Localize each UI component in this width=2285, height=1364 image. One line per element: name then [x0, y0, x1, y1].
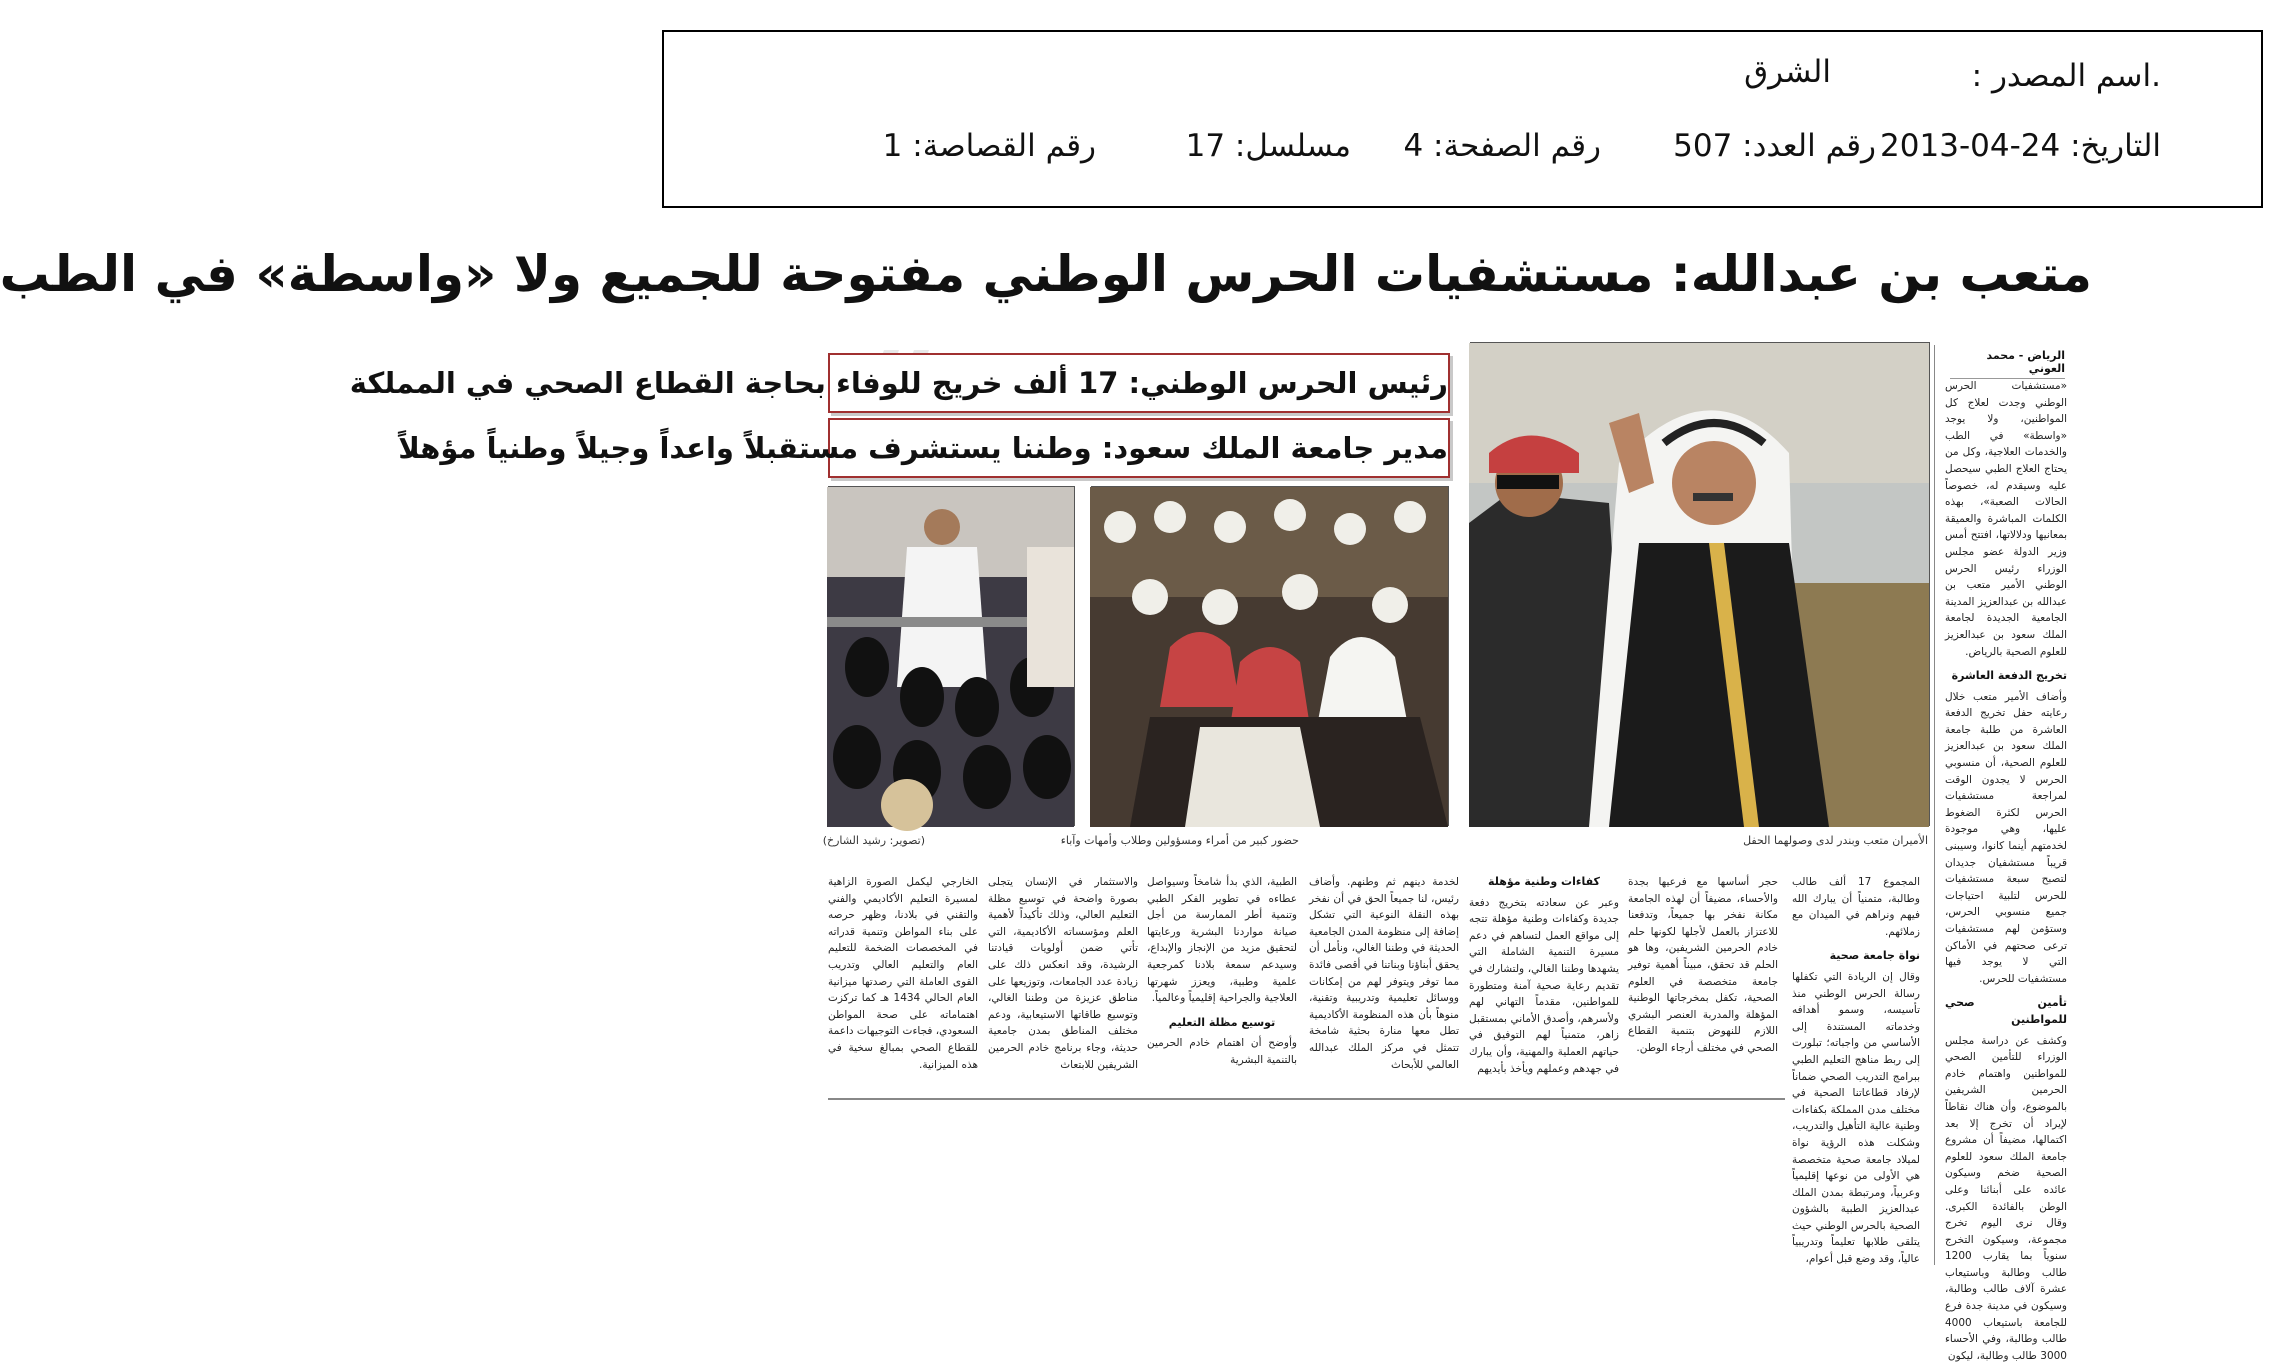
page-number-label: رقم الصفحة: 4	[1403, 128, 1601, 164]
date-label: التاريخ: 24-04-2013	[1880, 128, 2161, 164]
column-8	[828, 874, 978, 1089]
column-6-body: الطبية، الذي بدأ شامخاً وسيواصل عطاءه في تطوير الفكر الطبي وتنمية أطر الممارسة من أجل صيانة مواردنا البشرية ورعايتها لتحقيق مزيد من الإنجاز والإبداع، وسيدعم سمعة بلادنا كمرجعية علمية وطبية، ويعزز شهرتها العلاجية والجراحية إقليمياً وعالمياً.	[1147, 876, 1297, 1005]
column-2-body: المجموع 17 ألف طالب وطالبة، متمنياً أن يبارك الله فيهم ونراهم في الميدان مع زملائهم.	[1792, 876, 1920, 938]
clip-number-label: رقم القصاصة: 1	[882, 128, 1096, 164]
column-3	[1628, 874, 1778, 1089]
column-2-body-2: وقال إن الريادة التي تكفلها رسالة الحرس الوطني منذ تأسيسه، وسمو أهدافه وخدماته المستندة إلى الأساسي من واجباته؛ تبلورت إلى ربط مناهج التعليم الطبي ببرامج التدريب الصحي ضماناً لإرفاد قطاعاتنا الصحية في مختلف مدن المملكة بكفاءات وطنية عالية التأهيل والتدريب، وشكلت هذه الرؤية نواة لميلاد جامعة صحية متخصصة هي الأولى من نوعها إقليمياً وعربياً، ومرتبطة بمدن الملك عبدالعزيز الطبية بالشؤون الصحية بالحرس الوطني حيث يتلقى طلابها تعليماً وتدريبياً عالياً، وقد وضع قبل أعوام،	[1792, 970, 1920, 1266]
subhead-box-1	[349, 353, 1450, 413]
subheading-graduation: تخريج الدفعة العاشرة	[1951, 669, 2067, 683]
column-6	[1147, 874, 1297, 1089]
article-headline: متعب بن عبدالله: مستشفيات الحرس الوطني مفتوحة للجميع ولا «واسطة» في الطب	[0, 245, 2092, 303]
byline: الرياض - محمد العوني	[1950, 349, 2065, 379]
bottom-rule	[828, 1098, 1785, 1100]
column-4	[1469, 874, 1619, 1089]
serial-label: مسلسل: 17	[1185, 128, 1351, 164]
subheading-health-university: نواة جامعة صحية	[1829, 949, 1920, 963]
column-5	[1309, 874, 1459, 1089]
caption-audience-photo: حضور كبير من أمراء ومسؤولين وطلاب وأمهات وآباء	[1060, 834, 1299, 847]
issue-label: رقم العدد: 507	[1673, 128, 1876, 164]
subhead-box-2	[398, 418, 1450, 478]
caption-photo-credit: (تصوير: رشيد الشارخ)	[822, 834, 925, 847]
column-7-body: والاستثمار في الإنسان يتجلى بصورة واضحة في توسيع مظلة التعليم العالي، وذلك تأكيداً لأهمية العلم ومؤسساته الأكاديمية، التي تأتي ضمن أولويات قيادتنا الرشيدة، وقد انعكس ذلك على زيادة عدد الجامعات، وتوزيعها على مناطق عزيزة من وطننا الغالي، وتوسيع طاقاتها الاستيعابية، ودعم مختلف المناطق بمدن جامعية حديثة، وجاء برنامج خادم الحرمين الشريفين للابتعاث	[988, 876, 1138, 1071]
column-1	[1945, 378, 2067, 1362]
column-3-body: حجر أساسها مع فرعيها بجدة والأحساء، مضيفاً أن لهذه الجامعة مكانة نفخر بها جميعاً، وتدفعنا للاعتزاز بالعمل لأجلها لكونها حلم خادم الحرمين الشريفين، وها هو الحلم قد تحقق، مبيناً أهمية توفير جامعة متخصصة في العلوم الصحية، تكفل بمخرجاتها الوطنية المؤهلة والمدربة العنصر البشري اللازم للنهوض بتنمية القطاع الصحي في مختلف أرجاء الوطن.	[1628, 876, 1778, 1054]
column-4-body: وعبر عن سعادته بتخريج دفعة جديدة وكفاءات وطنية مؤهلة تتجه إلى مواقع العمل لتساهم في دعم مسيرة التنمية الشاملة التي يشهدها وطننا الغالي، ولتشارك في تقديم رعاية صحية آمنة ومتطورة للمواطنين، مقدماً التهاني لهم ولأسرهم، وأصدق الأماني بمستقبل زاهر، متمنياً لهم التوفيق في حياتهم العملية والمهنية، وأن يبارك في جهدهم وعملهم ويأخذ بأيديهم	[1469, 896, 1619, 1075]
subheading-health-insurance: تأمين صحي للمواطنين	[1945, 996, 2067, 1026]
column-6-body-2: وأوضح أن اهتمام خادم الحرمين بالتنمية البشرية	[1147, 1037, 1297, 1066]
column-2	[1792, 874, 1920, 1269]
audience-photo	[1091, 486, 1449, 826]
subhead-2: مدير جامعة الملك سعود: وطننا يستشرف مستقبلاً واعداً وجيلاً وطنياً مؤهلاً	[398, 431, 1448, 465]
subheading-education: توسيع مظلة التعليم	[1168, 1015, 1276, 1029]
main-photo	[1470, 342, 1930, 826]
source-label: .اسم المصدر :	[1971, 58, 2161, 94]
column-5-body: لخدمة دينهم ثم وطنهم. وأضاف رئيس، لنا جميعاً الحق في أن نفخر بهذه النقلة النوعية التي تشكل إضافة إلى منظومة المدن الجامعية الحديثة في وطننا الغالي، ونأمل أن يحقق أبناؤنا وبناتنا في أقصى فائدة مما توفر ويتوفر لهم من إمكانات ووسائل تعليمية وتدريبية وتقنية، منوهاً بأن هذه المنظومة الأكاديمية تطل معها منارة بحثية شامخة تتمثل في مركز الملك عبدالله العالمي للأبحاث	[1309, 876, 1459, 1071]
subhead-1: رئيس الحرس الوطني: 17 ألف خريج للوفاء بحاجة القطاع الصحي في المملكة	[349, 366, 1448, 400]
column-1-body-2: وأضاف الأمير متعب خلال رعايته حفل تخريج الدفعة العاشرة من طلبة جامعة الملك سعود بن عبدالعزيز للعلوم الصحية، أن منسوبي الحرس لا يجدون الوقت لمراجعة مستشفيات الحرس لكثرة الضغوط عليها، وهي موجودة لخدمتهم أينما كانوا، وسيبنى قريباً مستشفيان جديدان لتصبح سبعة مستشفيات للحرس لتلبية احتياجات جميع منسوبي الحرس، وستؤمن لهم مستشفيات ترعى صحتهم في الأماكن التي لا يوجد فيها مستشفيات للحرس.	[1945, 690, 2067, 985]
column-1-body-3: وكشف عن دراسة مجلس الوزراء للتأمين الصحي للمواطنين واهتمام خادم الحرمين الشريفين بالموضوع، وأن هناك نقاطاً لإيراد أن تخرج إلا بعد اكتمالها، مضيفاً أن مشروع جامعة الملك سعود للعلوم الصحية ضخم وسيكون عائده على أبنائنا وعلى الوطن بالفائدة الكبرى. وقال نرى اليوم تخرج مجموعة، وسيكون التخرج سنوياً بما يقارب 1200 طالب وطالبة وباستيعاب عشرة آلاف طالب وطالبة، وسيكون في مدينة جدة فرع للجامعة باستيعاب 4000 طالب وطالبة، وفي الأحساء 3000 طالب وطالبة، ليكون	[1945, 1034, 2067, 1362]
column-1-intro: «مستشفيات الحرس الوطني وجدت لعلاج كل المواطنين، ولا يوجد «واسطة» في الطب والخدمات العلاجية، وكل من يحتاج العلاج الطبي سيحصل عليه وسيقدم له، خصوصاً الحالات الصعبة»، بهذه الكلمات المباشرة والعميقة بمعانيها ودلالاتها، افتتح أمس وزير الدولة عضو مجلس الوزراء رئيس الحرس الوطني الأمير متعب بن عبدالله بن عبدالعزيز المدينة الجامعية الجديدة لجامعة الملك سعود بن عبدالعزيز للعلوم الصحية بالرياض.	[1945, 380, 2067, 658]
column-8-body: الخارجي ليكمل الصورة الزاهية لمسيرة التعليم الأكاديمي والفني والتقني في بلادنا، وظهر حرصه على بناء المواطن وتنمية قدراته في المخصصات الضخمة للتعليم العام والتعليم العالي وتدريب القوى العاملة التي رصدتها ميزانية العام الحالي 1434 هـ كما تركزت اهتماماته على صحة المواطن السعودي، فجاءت التوجيهات داعمة للقطاع الصحي بمبالغ سخية في هذه الميزانية.	[828, 876, 978, 1071]
column-divider	[1934, 345, 1935, 1265]
caption-main-photo: الأميران متعب وبندر لدى وصولهما الحفل	[1743, 834, 1928, 847]
subheading-national-competencies: كفاءات وطنية مؤهلة	[1488, 875, 1600, 888]
clipping-header	[662, 30, 2263, 208]
column-7	[988, 874, 1138, 1089]
graduates-photo	[828, 486, 1075, 826]
source-value: الشرق	[1744, 54, 1831, 90]
